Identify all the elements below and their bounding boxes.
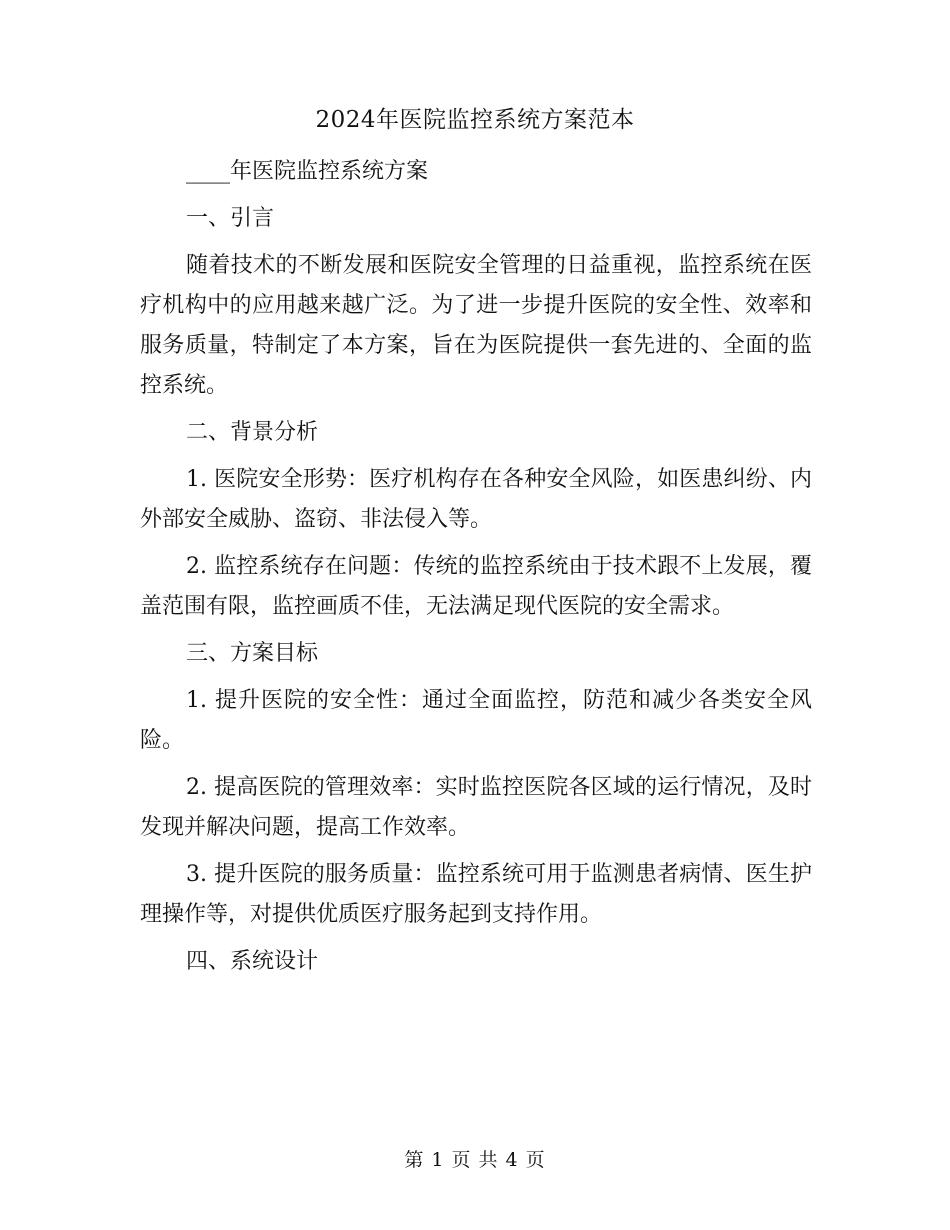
- section-heading-goals: 三、方案目标: [186, 641, 319, 666]
- section-heading-background: 二、背景分析: [186, 420, 319, 445]
- subtitle-line: ____年医院监控系统方案: [186, 159, 429, 184]
- section-heading-introduction: 一、引言: [186, 206, 275, 231]
- section-heading-system-design: 四、系统设计: [186, 949, 319, 974]
- document-body: [140, 152, 812, 989]
- paragraph-background-2: 2. 监控系统存在问题：传统的监控系统由于技术跟不上发展，覆盖范围有限，监控画质不佳，无法满足现代医院的安全需求。: [140, 554, 812, 619]
- paragraph-goal-2: 2. 提高医院的管理效率：实时监控医院各区域的运行情况，及时发现并解决问题，提高工作效率。: [140, 775, 812, 840]
- page-footer: 第 1 页 共 4 页: [404, 1149, 546, 1171]
- paragraph-background-1: 1. 医院安全形势：医疗机构存在各种安全风险，如医患纠纷、内外部安全威胁、盗窃、非法侵入等。: [140, 467, 812, 532]
- document-title: 2024年医院监控系统方案范本: [315, 107, 635, 133]
- paragraph-introduction: 随着技术的不断发展和医院安全管理的日益重视，监控系统在医疗机构中的应用越来越广泛。为了进一步提升医院的安全性、效率和服务质量，特制定了本方案，旨在为医院提供一套先进的、全面的监控系统。: [140, 253, 812, 398]
- paragraph-goal-1: 1. 提升医院的安全性：通过全面监控，防范和减少各类安全风险。: [140, 688, 812, 753]
- paragraph-goal-3: 3. 提升医院的服务质量：监控系统可用于监测患者病情、医生护理操作等，对提供优质医疗服务起到支持作用。: [140, 862, 812, 927]
